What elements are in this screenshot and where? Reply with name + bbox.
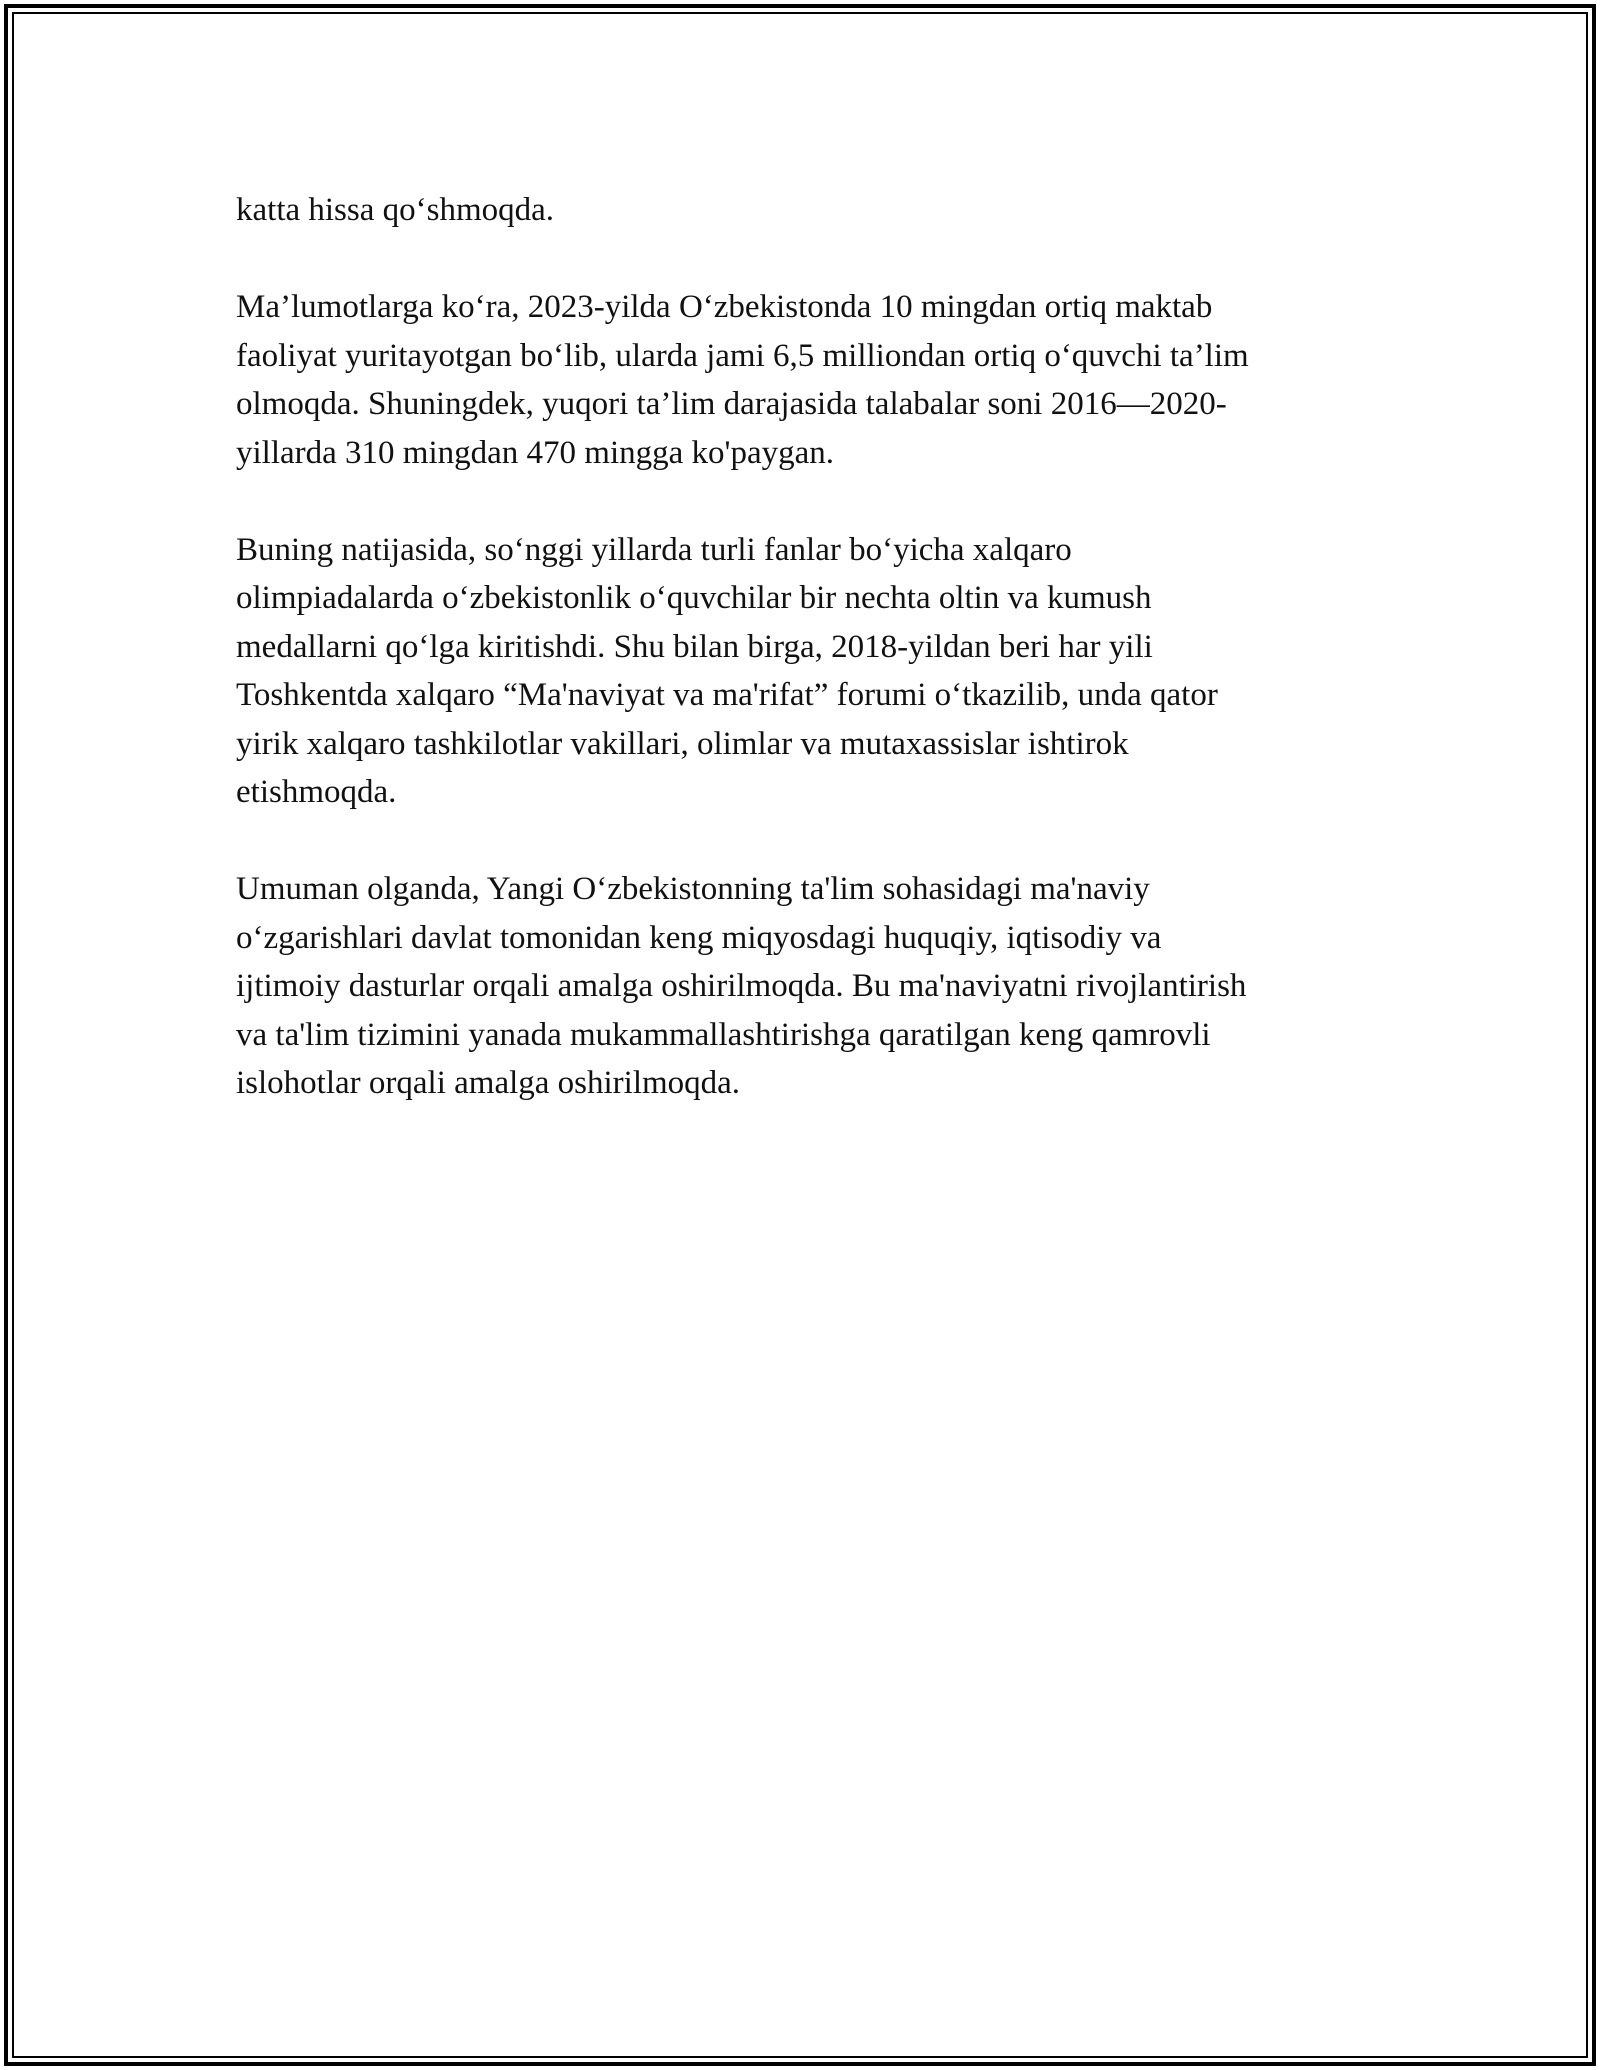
text-line: va ta'lim tizimini yanada mukammallashtirishga qaratilgan keng qamrovli [236,1016,1211,1053]
text-line: o‘zgarishlari davlat tomonidan keng miqyosdagi huquqiy, iqtisodiy va [236,919,1162,956]
text-line: olmoqda. Shuningdek, yuqori ta’lim darajasida talabalar soni 2016—2020- [236,386,1227,422]
paragraph-3 [236,526,1376,817]
text-line: olimpiadalarda o‘zbekistonlik o‘quvchilar bir nechta oltin va kumush [236,580,1152,616]
text-line: ijtimoiy dasturlar orqali amalga oshirilmoqda. Bu ma'naviyatni rivojlantirish [236,968,1247,1004]
text-line: etishmoqda. [236,774,397,810]
text-line: Ma’lumotlarga ko‘ra, 2023-yilda O‘zbekistonda 10 mingdan ortiq maktab [236,289,1213,325]
text-line: yirik xalqaro tashkilotlar vakillari, olimlar va mutaxassislar ishtirok [236,725,1129,762]
text-line: Toshkentda xalqaro “Ma'naviyat va ma'rifat” forumi o‘tkazilib, unda qator [236,677,1218,713]
text-line: islohotlar orqali amalga oshirilmoqda. [236,1065,741,1101]
text-line: faoliyat yuritayotgan bo‘lib, ularda jami 6,5 milliondan ortiq o‘quvchi ta’lim [236,337,1249,374]
text-line: Buning natijasida, so‘nggi yillarda turli fanlar bo‘yicha xalqaro [236,531,1072,568]
text-line: katta hissa qo‘shmoqda. [236,192,555,228]
text-line: medallarni qo‘lga kiritishdi. Shu bilan birga, 2018-yildan beri har yili [236,628,1153,665]
text-line: Umuman olganda, Yangi O‘zbekistonning ta'lim sohasidagi ma'naviy [236,871,1150,907]
paragraph-4 [236,865,1376,1108]
paragraph-2 [236,283,1376,477]
paragraph-1 [236,186,1376,235]
document-body [236,186,1376,1156]
text-line: yillarda 310 mingdan 470 mingga ko'paygan. [236,434,834,471]
